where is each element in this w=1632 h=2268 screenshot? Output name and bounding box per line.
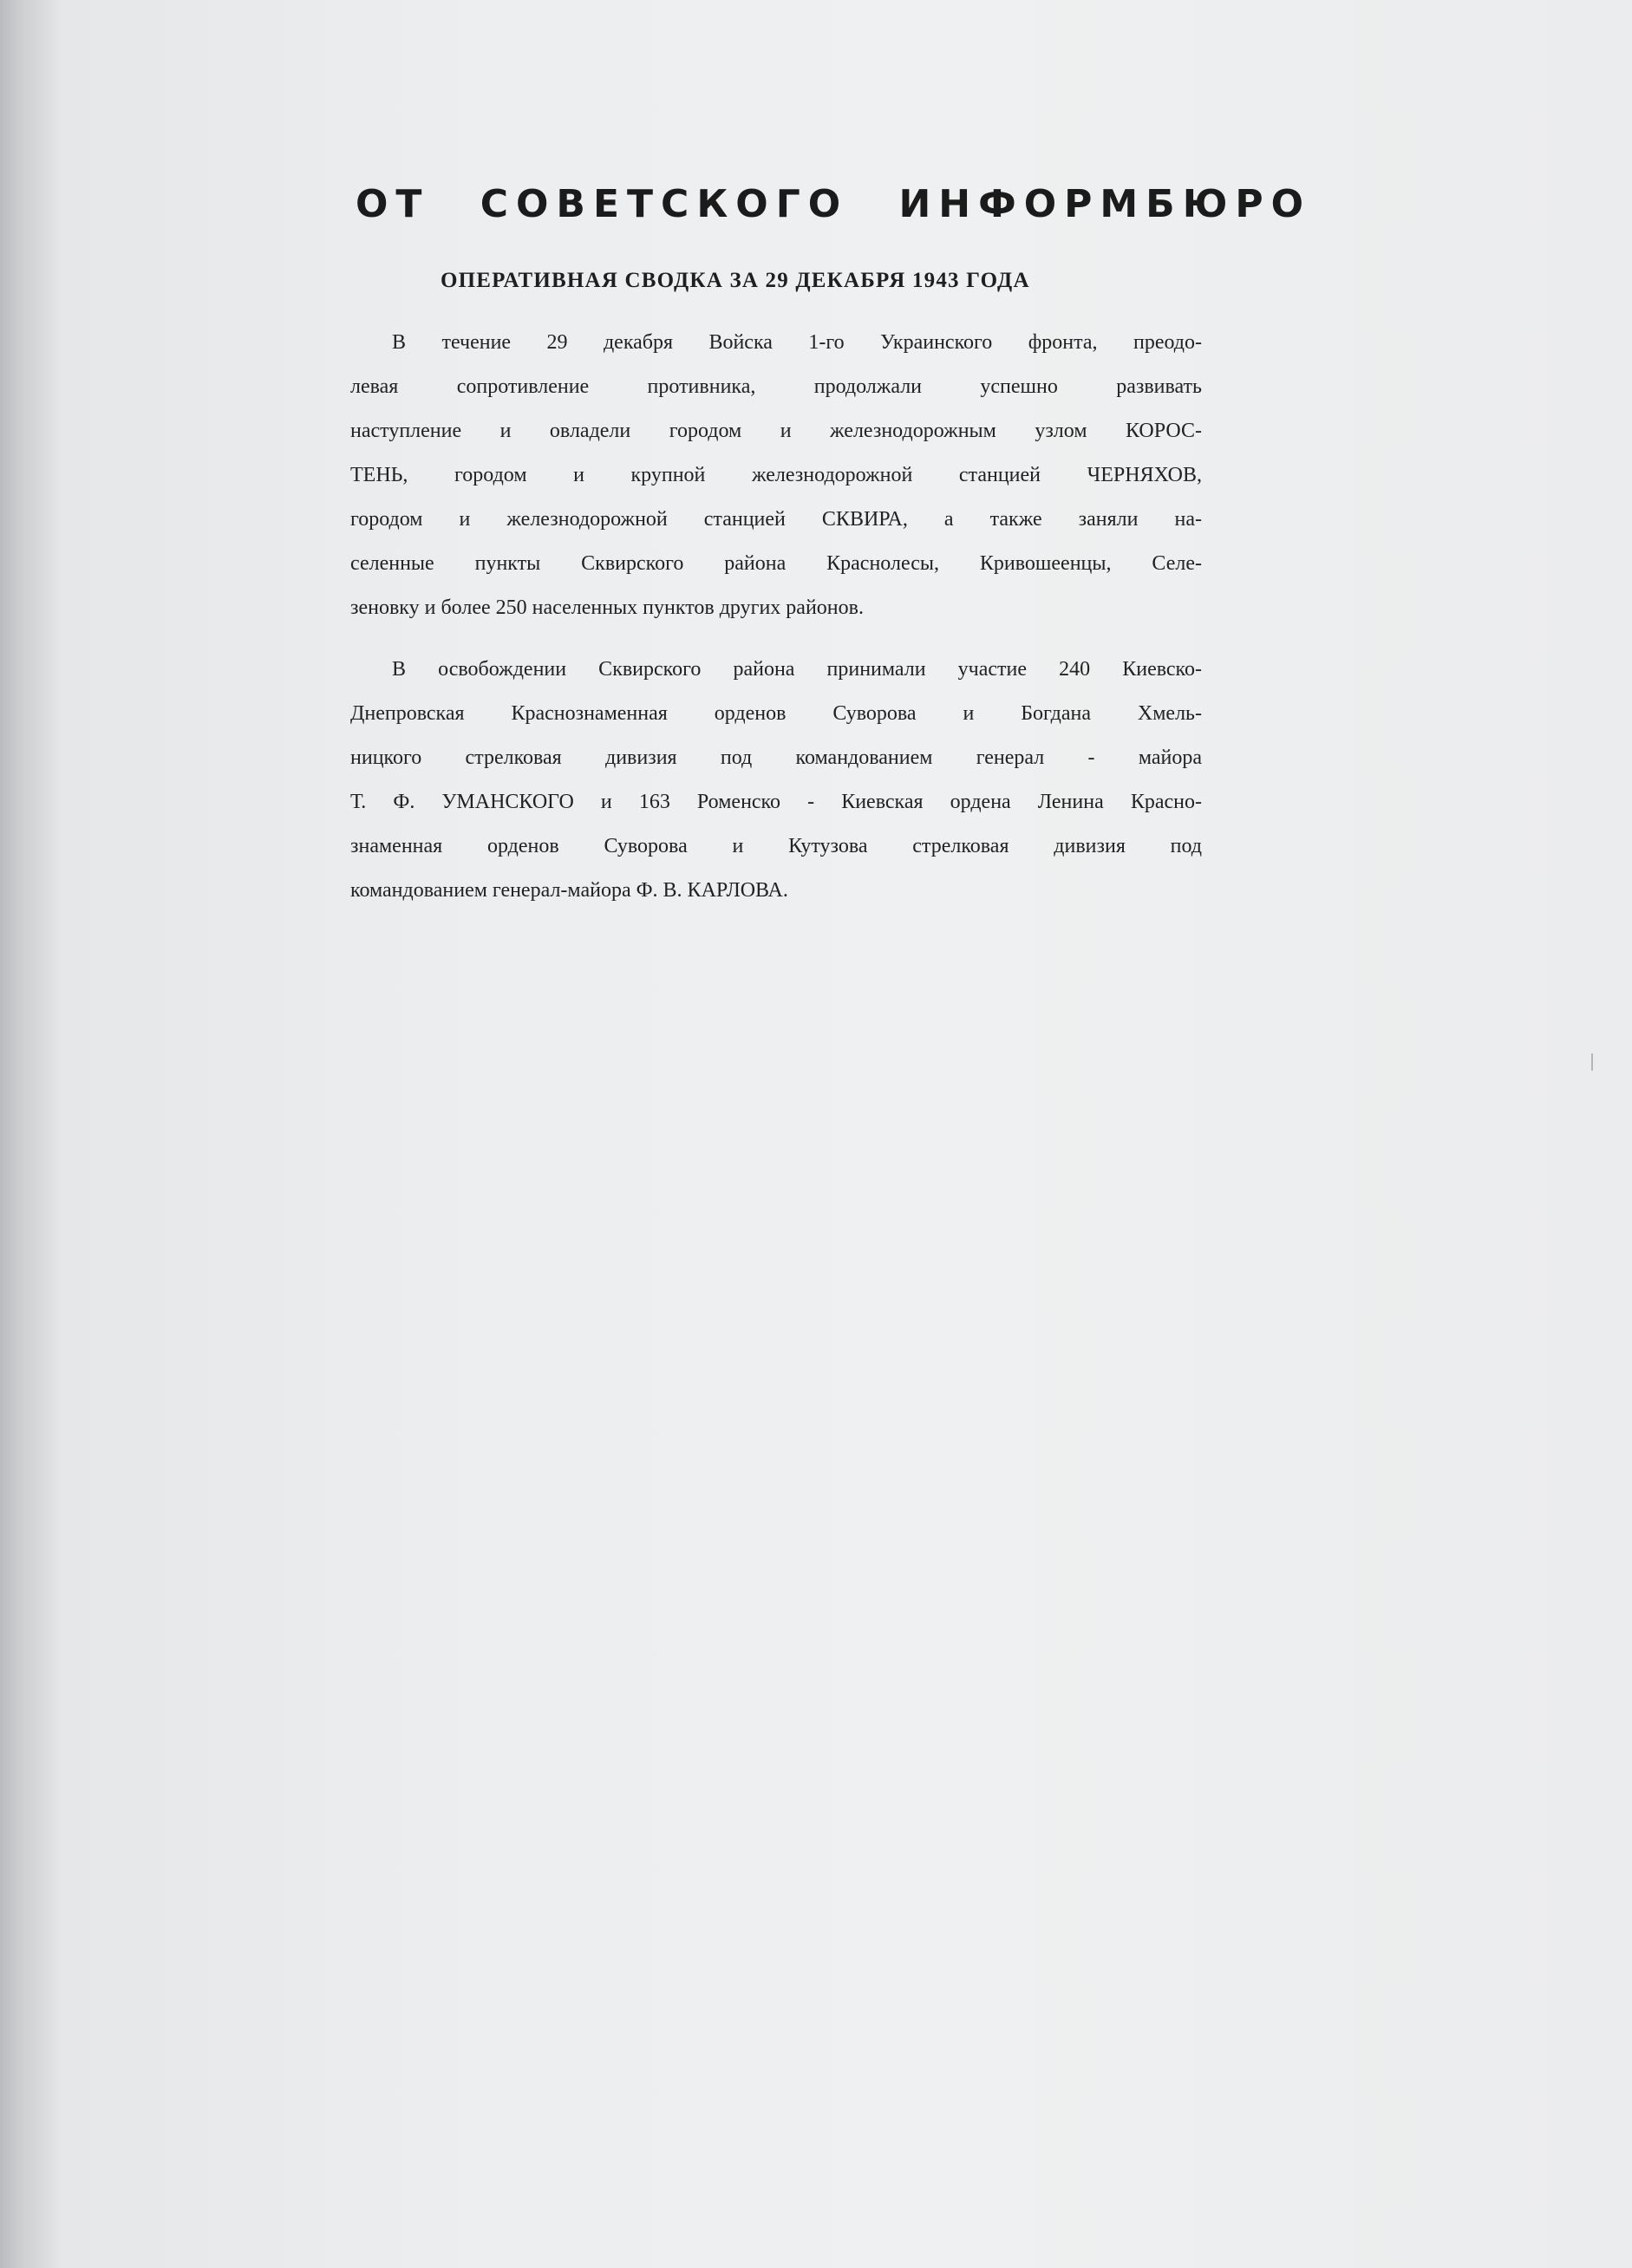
paragraph-1: [350, 321, 1202, 630]
header-block: [356, 182, 1312, 226]
document-title: ОТ СОВЕТСКОГО ИНФОРМБЮРО: [356, 182, 1312, 226]
paragraph-line: командованием генерал-майора Ф. В. КАРЛОВА.: [350, 879, 788, 902]
paragraph-line: ТЕНЬ, городом и крупной железнодорожной станцией ЧЕРНЯХОВ,: [350, 464, 1202, 486]
paragraph-2: [350, 648, 1202, 913]
paragraph-line: В течение 29 декабря Войска 1-го Украинского фронта, преодо-: [392, 331, 1202, 354]
paragraph-line: наступление и овладели городом и железнодорожным узлом КОРОС-: [350, 420, 1202, 442]
paragraph-line: левая сопротивление противника, продолжали успешно развивать: [350, 375, 1202, 398]
binding-shadow: [0, 0, 61, 2268]
document-subtitle: ОПЕРАТИВНАЯ СВОДКА ЗА 29 ДЕКАБРЯ 1943 ГОДА: [441, 269, 1030, 292]
paragraph-line: городом и железнодорожной станцией СКВИРА, а также заняли на-: [350, 508, 1202, 531]
document-body: [350, 321, 1202, 930]
paragraph-line: Днепровская Краснознаменная орденов Суворова и Богдана Хмель-: [350, 702, 1202, 725]
paragraph-line: знаменная орденов Суворова и Кутузова стрелковая дивизия под: [350, 835, 1202, 857]
paragraph-line: Т. Ф. УМАНСКОГО и 163 Роменско - Киевская ордена Ленина Красно-: [350, 791, 1202, 813]
paragraph-line: селенные пункты Сквирского района Краснолесы, Кривошеенцы, Селе-: [350, 552, 1202, 575]
paper-mark: [1591, 1053, 1593, 1071]
paragraph-line: В освобождении Сквирского района принимали участие 240 Киевско-: [392, 658, 1202, 681]
paragraph-line: зеновку и более 250 населенных пунктов других районов.: [350, 596, 864, 619]
paragraph-line: ницкого стрелковая дивизия под командованием генерал - майора: [350, 746, 1202, 769]
